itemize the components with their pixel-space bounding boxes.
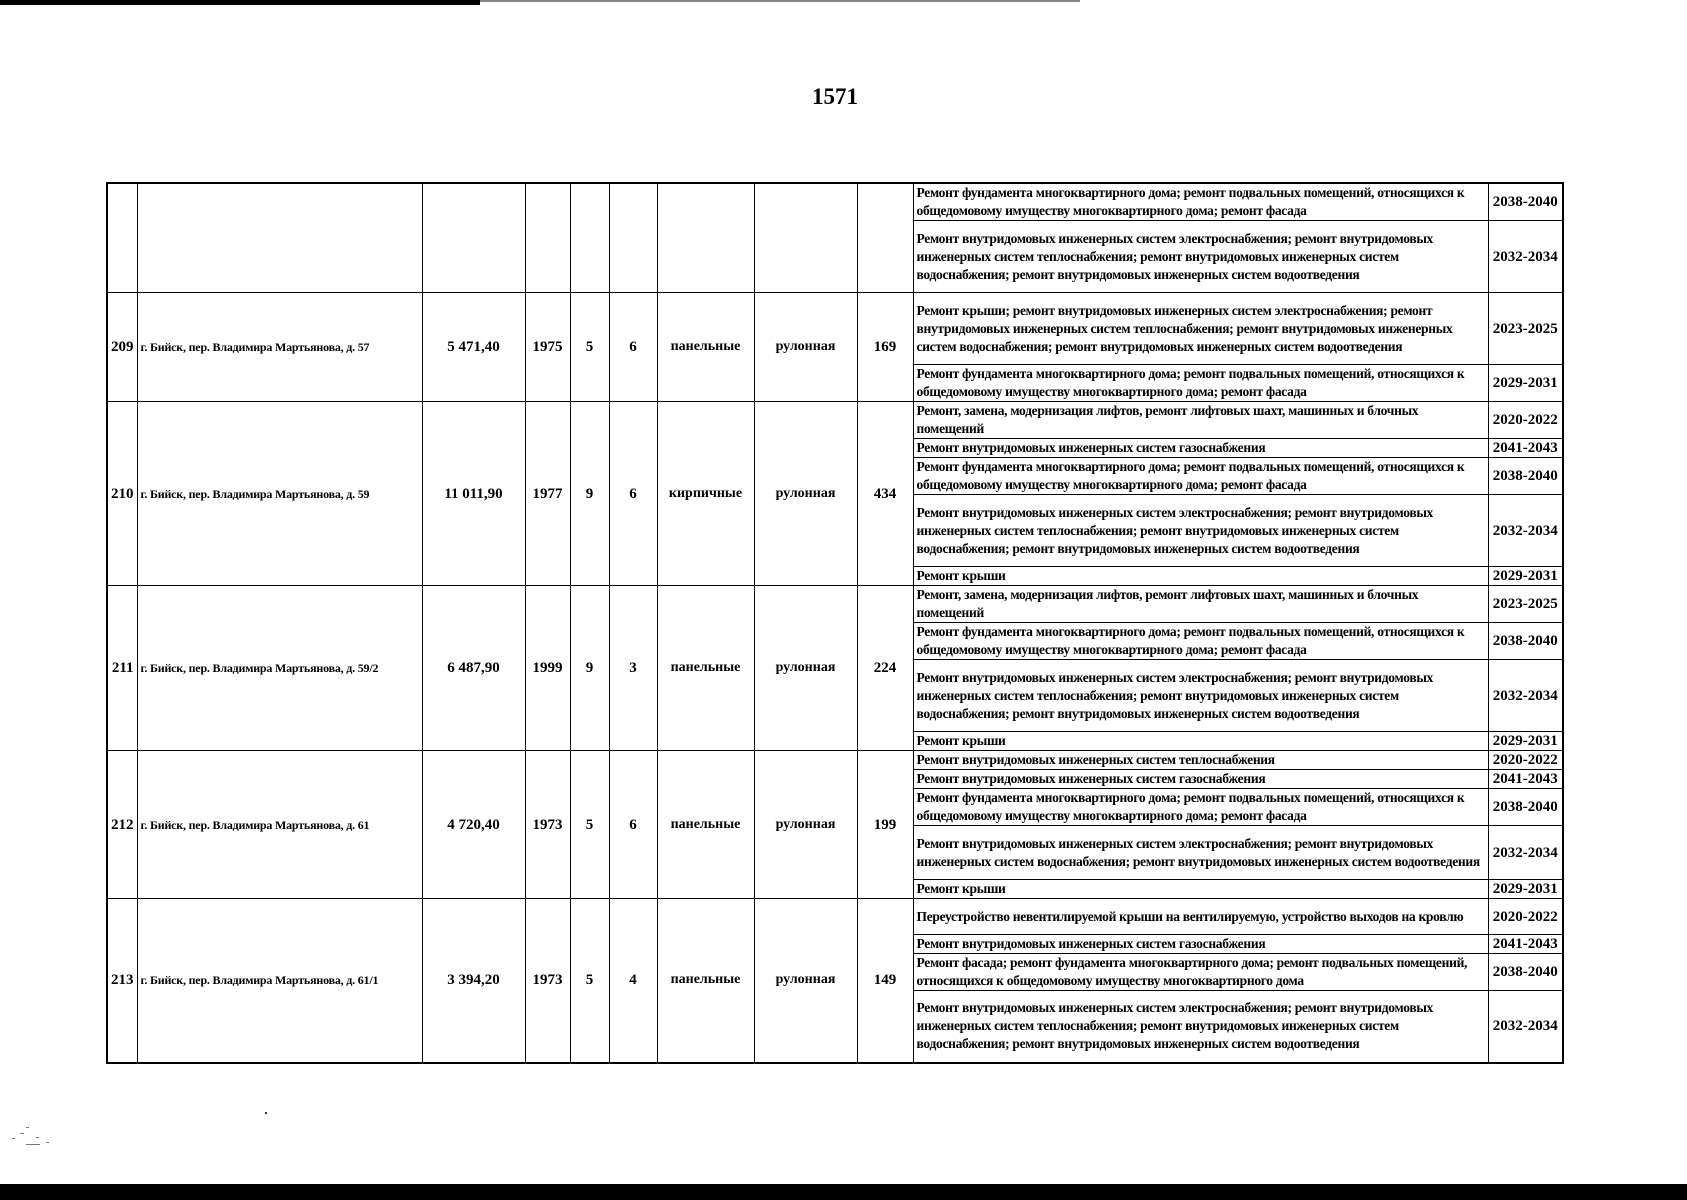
entrance-count: 6 (609, 293, 657, 402)
roof-type: рулонная (754, 751, 857, 899)
floor-count: 9 (570, 586, 609, 751)
resident-count (857, 183, 913, 293)
work-description: Ремонт, замена, модернизация лифтов, ремонт лифтовых шахт, машинных и блочных помещений (913, 586, 1488, 623)
house-address: г. Бийск, пер. Владимира Мартьянова, д. 61/1 (137, 899, 422, 1063)
work-description: Ремонт фундамента многоквартирного дома; ремонт подвальных помещений, относящихся к общедомовому имуществу многоквартирного дома; ремонт фасада (913, 458, 1488, 495)
work-period: 2023-2025 (1488, 586, 1563, 623)
build-year: 1975 (525, 293, 570, 402)
work-period: 2020-2022 (1488, 402, 1563, 439)
floor-count (570, 183, 609, 293)
total-area: 11 011,90 (422, 402, 525, 586)
table-row (107, 586, 1563, 623)
work-period: 2029-2031 (1488, 365, 1563, 402)
scan-speck (265, 1112, 267, 1114)
floor-count: 5 (570, 293, 609, 402)
house-address (137, 183, 422, 293)
house-number: 213 (107, 899, 137, 1063)
work-period: 2038-2040 (1488, 954, 1563, 991)
work-description: Ремонт внутридомовых инженерных систем электроснабжения; ремонт внутридомовых инженерных систем теплоснабжения; ремонт внутридомовых инженерных систем водоснабжения; ремонт внутридомовых инженерных систем водоотведения (913, 495, 1488, 567)
wall-material: панельные (657, 586, 754, 751)
work-description: Ремонт фундамента многоквартирного дома; ремонт подвальных помещений, относящихся к общедомовому имуществу многоквартирного дома; ремонт фасада (913, 183, 1488, 221)
build-year: 1977 (525, 402, 570, 586)
work-description: Ремонт, замена, модернизация лифтов, ремонт лифтовых шахт, машинных и блочных помещений (913, 402, 1488, 439)
house-number (107, 183, 137, 293)
house-number: 210 (107, 402, 137, 586)
resident-count: 199 (857, 751, 913, 899)
wall-material (657, 183, 754, 293)
table-row (107, 899, 1563, 935)
work-period: 2032-2034 (1488, 495, 1563, 567)
page-number: 1571 (812, 84, 858, 109)
house-address: г. Бийск, пер. Владимира Мартьянова, д. 59/2 (137, 586, 422, 751)
total-area (422, 183, 525, 293)
work-period: 2029-2031 (1488, 567, 1563, 586)
table-row (107, 402, 1563, 439)
resident-count: 149 (857, 899, 913, 1063)
total-area: 4 720,40 (422, 751, 525, 899)
build-year: 1973 (525, 899, 570, 1063)
work-period: 2041-2043 (1488, 439, 1563, 458)
work-description: Ремонт фундамента многоквартирного дома; ремонт подвальных помещений, относящихся к общедомовому имуществу многоквартирного дома; ремонт фасада (913, 623, 1488, 660)
build-year: 1999 (525, 586, 570, 751)
work-description: Ремонт внутридомовых инженерных систем газоснабжения (913, 935, 1488, 954)
table-row (107, 293, 1563, 365)
house-number: 209 (107, 293, 137, 402)
house-address: г. Бийск, пер. Владимира Мартьянова, д. 61 (137, 751, 422, 899)
floor-count: 5 (570, 899, 609, 1063)
roof-type: рулонная (754, 899, 857, 1063)
total-area: 6 487,90 (422, 586, 525, 751)
work-description: Ремонт крыши; ремонт внутридомовых инженерных систем электроснабжения; ремонт внутридомовых инженерных систем теплоснабжения; ремонт внутридомовых инженерных систем водоснабжения; ремонт внутридомовых инженерных систем водоотведения (913, 293, 1488, 365)
roof-type: рулонная (754, 402, 857, 586)
house-address: г. Бийск, пер. Владимира Мартьянова, д. 57 (137, 293, 422, 402)
house-number: 212 (107, 751, 137, 899)
work-description: Ремонт внутридомовых инженерных систем электроснабжения; ремонт внутридомовых инженерных систем теплоснабжения; ремонт внутридомовых инженерных систем водоснабжения; ремонт внутридомовых инженерных систем водоотведения (913, 991, 1488, 1063)
entrance-count: 4 (609, 899, 657, 1063)
work-description: Переустройство невентилируемой крыши на вентилируемую, устройство выходов на кровлю (913, 899, 1488, 935)
work-period: 2032-2034 (1488, 826, 1563, 880)
work-period: 2032-2034 (1488, 991, 1563, 1063)
work-description: Ремонт крыши (913, 567, 1488, 586)
entrance-count: 6 (609, 402, 657, 586)
work-description: Ремонт внутридомовых инженерных систем теплоснабжения (913, 751, 1488, 770)
work-description: Ремонт внутридомовых инженерных систем электроснабжения; ремонт внутридомовых инженерных систем теплоснабжения; ремонт внутридомовых инженерных систем водоснабжения; ремонт внутридомовых инженерных систем водоотведения (913, 660, 1488, 732)
work-description: Ремонт внутридомовых инженерных систем электроснабжения; ремонт внутридомовых инженерных систем теплоснабжения; ремонт внутридомовых инженерных систем водоснабжения; ремонт внутридомовых инженерных систем водоотведения (913, 221, 1488, 293)
resident-count: 169 (857, 293, 913, 402)
work-description: Ремонт фасада; ремонт фундамента многоквартирного дома; ремонт подвальных помещений, относящихся к общедомовому имуществу многоквартирного дома (913, 954, 1488, 991)
roof-type: рулонная (754, 586, 857, 751)
scan-noise (6, 1125, 56, 1155)
total-area: 3 394,20 (422, 899, 525, 1063)
build-year: 1973 (525, 751, 570, 899)
work-description: Ремонт крыши (913, 880, 1488, 899)
work-period: 2029-2031 (1488, 732, 1563, 751)
scan-border-top-thin (480, 0, 1080, 2)
scan-border-top (0, 0, 480, 5)
floor-count: 9 (570, 402, 609, 586)
wall-material: панельные (657, 293, 754, 402)
total-area: 5 471,40 (422, 293, 525, 402)
repair-schedule-table (106, 182, 1564, 1064)
work-period: 2038-2040 (1488, 623, 1563, 660)
table-row (107, 751, 1563, 770)
work-period: 2029-2031 (1488, 880, 1563, 899)
work-description: Ремонт фундамента многоквартирного дома; ремонт подвальных помещений, относящихся к общедомовому имуществу многоквартирного дома; ремонт фасада (913, 365, 1488, 402)
resident-count: 224 (857, 586, 913, 751)
scan-border-bottom (0, 1184, 1687, 1200)
table-row (107, 183, 1563, 221)
entrance-count (609, 183, 657, 293)
work-period: 2038-2040 (1488, 183, 1563, 221)
work-period: 2041-2043 (1488, 935, 1563, 954)
house-number: 211 (107, 586, 137, 751)
work-period: 2032-2034 (1488, 660, 1563, 732)
roof-type: рулонная (754, 293, 857, 402)
resident-count: 434 (857, 402, 913, 586)
work-description: Ремонт внутридомовых инженерных систем газоснабжения (913, 439, 1488, 458)
floor-count: 5 (570, 751, 609, 899)
work-period: 2020-2022 (1488, 751, 1563, 770)
work-description: Ремонт крыши (913, 732, 1488, 751)
work-description: Ремонт внутридомовых инженерных систем электроснабжения; ремонт внутридомовых инженерных систем водоснабжения; ремонт внутридомовых инженерных систем водоотведения (913, 826, 1488, 880)
entrance-count: 6 (609, 751, 657, 899)
work-description: Ремонт внутридомовых инженерных систем газоснабжения (913, 770, 1488, 789)
work-period: 2038-2040 (1488, 789, 1563, 826)
wall-material: панельные (657, 899, 754, 1063)
build-year (525, 183, 570, 293)
entrance-count: 3 (609, 586, 657, 751)
wall-material: панельные (657, 751, 754, 899)
work-period: 2041-2043 (1488, 770, 1563, 789)
work-period: 2023-2025 (1488, 293, 1563, 365)
work-period: 2038-2040 (1488, 458, 1563, 495)
work-period: 2032-2034 (1488, 221, 1563, 293)
work-description: Ремонт фундамента многоквартирного дома; ремонт подвальных помещений, относящихся к общедомовому имуществу многоквартирного дома; ремонт фасада (913, 789, 1488, 826)
roof-type (754, 183, 857, 293)
work-period: 2020-2022 (1488, 899, 1563, 935)
house-address: г. Бийск, пер. Владимира Мартьянова, д. 59 (137, 402, 422, 586)
wall-material: кирпичные (657, 402, 754, 586)
